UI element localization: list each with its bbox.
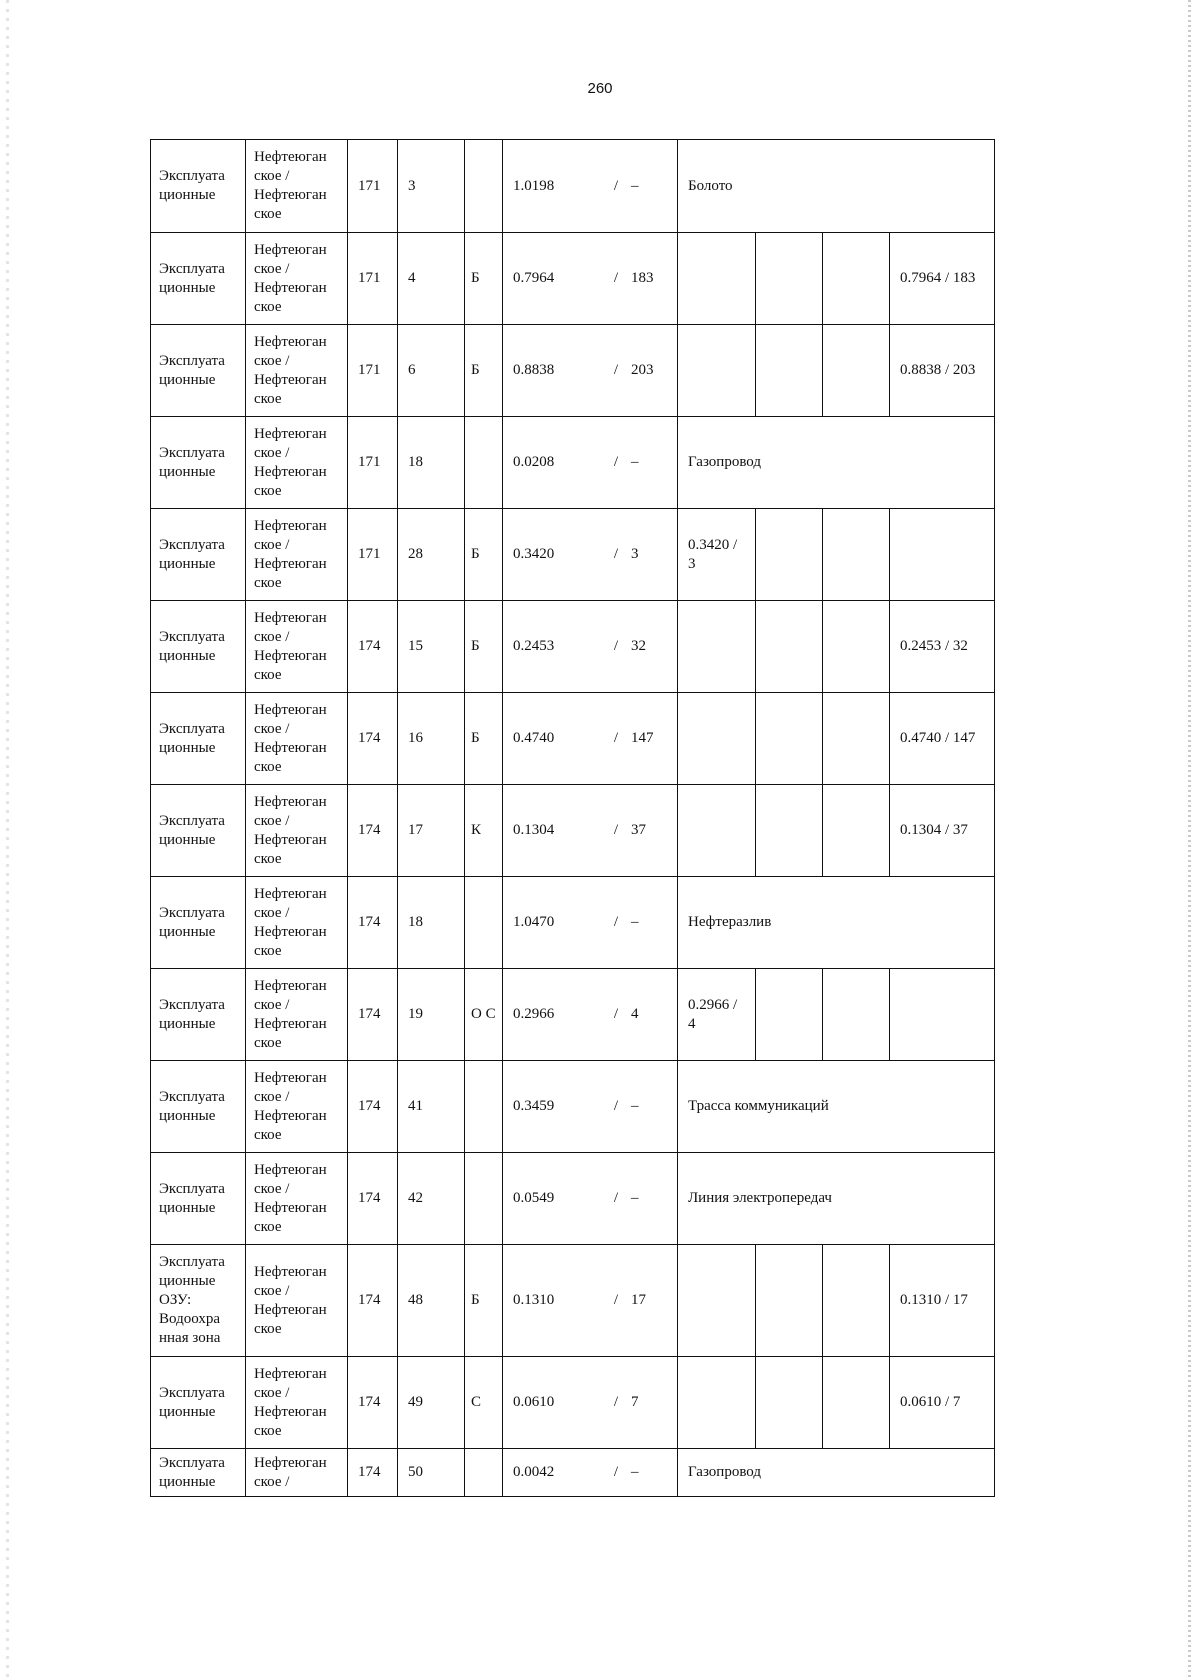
slash-separator: / — [613, 730, 619, 746]
note-cell: Болото — [678, 140, 995, 233]
area-value: 0.8838 — [513, 362, 555, 378]
table-row — [151, 509, 995, 601]
table-row — [151, 601, 995, 693]
table-row — [151, 877, 995, 969]
use-type-cell: Эксплуата ционные — [151, 233, 246, 325]
use-type-cell: Эксплуата ционные — [151, 1153, 246, 1245]
breakdown-cell: 0.4740 / 147 — [890, 693, 995, 785]
quarter-cell: 171 — [348, 140, 398, 233]
forestry-cell: Нефтеюган ское / Нефтеюган ское — [246, 325, 348, 417]
area-volume-cell — [503, 233, 678, 325]
volume-value: – — [631, 177, 639, 194]
slash-separator: / — [613, 1006, 619, 1022]
use-type-cell: Эксплуата ционные — [151, 601, 246, 693]
plot-cell: 3 — [398, 140, 465, 233]
scan-edge-right — [1188, 0, 1191, 1680]
area-value: 0.3459 — [513, 1098, 555, 1114]
volume-value: 37 — [631, 822, 646, 838]
forestry-cell: Нефтеюган ское / Нефтеюган ское — [246, 233, 348, 325]
volume-value: 7 — [631, 1394, 639, 1410]
category-cell — [465, 1061, 503, 1153]
area-volume-cell — [503, 1153, 678, 1245]
slash-separator: / — [613, 1394, 619, 1410]
breakdown-cell — [756, 969, 823, 1061]
area-value: 0.3420 — [513, 546, 555, 562]
forestry-cell: Нефтеюган ское / Нефтеюган ское — [246, 1061, 348, 1153]
breakdown-cell — [823, 509, 890, 601]
volume-value: – — [631, 1098, 639, 1114]
quarter-cell: 174 — [348, 693, 398, 785]
breakdown-cell — [890, 969, 995, 1061]
area-value: 0.4740 — [513, 730, 555, 746]
breakdown-cell — [678, 1245, 756, 1357]
area-value: 0.7964 — [513, 270, 555, 286]
quarter-cell: 171 — [348, 233, 398, 325]
breakdown-cell — [823, 601, 890, 693]
table-row — [151, 693, 995, 785]
forestry-cell: Нефтеюган ское / Нефтеюган ское — [246, 417, 348, 509]
volume-value: 3 — [631, 546, 639, 562]
use-type-cell: Эксплуата ционные — [151, 969, 246, 1061]
area-value: 0.2966 — [513, 1006, 555, 1022]
forest-plots-table — [150, 139, 995, 1497]
volume-value: 183 — [631, 270, 654, 286]
use-type-cell: Эксплуата ционные — [151, 325, 246, 417]
plot-cell: 16 — [398, 693, 465, 785]
plot-cell: 49 — [398, 1357, 465, 1449]
slash-separator: / — [613, 362, 619, 378]
forestry-cell: Нефтеюган ское / — [246, 1449, 348, 1497]
forestry-cell: Нефтеюган ское / Нефтеюган ское — [246, 1245, 348, 1357]
category-cell: Б — [465, 1245, 503, 1357]
use-type-cell: Эксплуата ционные — [151, 140, 246, 233]
table-row — [151, 417, 995, 509]
category-cell: Б — [465, 693, 503, 785]
breakdown-cell — [756, 785, 823, 877]
plot-cell: 42 — [398, 1153, 465, 1245]
slash-separator: / — [613, 1098, 619, 1114]
area-value: 0.0610 — [513, 1394, 555, 1410]
forestry-cell: Нефтеюган ское / Нефтеюган ское — [246, 785, 348, 877]
category-cell — [465, 877, 503, 969]
plot-cell: 18 — [398, 417, 465, 509]
breakdown-cell: 0.7964 / 183 — [890, 233, 995, 325]
area-volume-cell — [503, 601, 678, 693]
table-row — [151, 233, 995, 325]
category-cell — [465, 140, 503, 233]
plot-cell: 41 — [398, 1061, 465, 1153]
quarter-cell: 174 — [348, 1449, 398, 1497]
volume-value: – — [631, 454, 639, 470]
use-type-cell: Эксплуата ционные — [151, 877, 246, 969]
forestry-cell: Нефтеюган ское / Нефтеюган ское — [246, 969, 348, 1061]
note-cell: Нефтеразлив — [678, 877, 995, 969]
breakdown-cell — [756, 1357, 823, 1449]
category-cell: Б — [465, 601, 503, 693]
quarter-cell: 171 — [348, 417, 398, 509]
category-cell: О С — [465, 969, 503, 1061]
slash-separator: / — [613, 270, 619, 286]
forestry-cell: Нефтеюган ское / Нефтеюган ское — [246, 877, 348, 969]
breakdown-cell: 0.2966 / 4 — [678, 969, 756, 1061]
area-volume-cell — [503, 140, 678, 233]
forestry-cell: Нефтеюган ское / Нефтеюган ское — [246, 693, 348, 785]
breakdown-cell — [756, 325, 823, 417]
area-value: 0.1310 — [513, 1292, 555, 1308]
category-cell: Б — [465, 325, 503, 417]
quarter-cell: 171 — [348, 509, 398, 601]
breakdown-cell — [756, 233, 823, 325]
table-row — [151, 1245, 995, 1357]
slash-separator: / — [613, 454, 619, 470]
volume-value: – — [631, 1190, 639, 1206]
slash-separator: / — [613, 1464, 619, 1480]
note-cell: Линия электропередач — [678, 1153, 995, 1245]
table-row — [151, 785, 995, 877]
table-row — [151, 1357, 995, 1449]
category-cell — [465, 417, 503, 509]
breakdown-cell: 0.2453 / 32 — [890, 601, 995, 693]
plot-cell: 28 — [398, 509, 465, 601]
quarter-cell: 174 — [348, 969, 398, 1061]
use-type-cell: Эксплуата ционные — [151, 1449, 246, 1497]
breakdown-cell — [823, 693, 890, 785]
slash-separator: / — [613, 546, 619, 562]
breakdown-cell — [823, 325, 890, 417]
category-cell: К — [465, 785, 503, 877]
breakdown-cell — [756, 1245, 823, 1357]
quarter-cell: 174 — [348, 1357, 398, 1449]
area-value: 0.0549 — [513, 1190, 555, 1206]
scan-edge-left — [6, 0, 9, 1680]
category-cell: С — [465, 1357, 503, 1449]
plot-cell: 17 — [398, 785, 465, 877]
plot-cell: 19 — [398, 969, 465, 1061]
area-volume-cell — [503, 1449, 678, 1497]
area-volume-cell — [503, 877, 678, 969]
plot-cell: 48 — [398, 1245, 465, 1357]
breakdown-cell — [823, 785, 890, 877]
breakdown-cell: 0.1304 / 37 — [890, 785, 995, 877]
note-cell: Трасса коммуникаций — [678, 1061, 995, 1153]
quarter-cell: 171 — [348, 325, 398, 417]
forestry-cell: Нефтеюган ское / Нефтеюган ское — [246, 509, 348, 601]
category-cell — [465, 1153, 503, 1245]
breakdown-cell — [756, 693, 823, 785]
plot-cell: 15 — [398, 601, 465, 693]
slash-separator: / — [613, 1292, 619, 1308]
forestry-cell: Нефтеюган ское / Нефтеюган ское — [246, 601, 348, 693]
volume-value: 17 — [631, 1292, 646, 1308]
slash-separator: / — [613, 914, 619, 930]
breakdown-cell — [678, 233, 756, 325]
slash-separator: / — [613, 638, 619, 654]
plot-cell: 18 — [398, 877, 465, 969]
breakdown-cell — [890, 509, 995, 601]
use-type-cell: Эксплуата ционные — [151, 509, 246, 601]
breakdown-cell: 0.8838 / 203 — [890, 325, 995, 417]
use-type-cell: Эксплуата ционные — [151, 417, 246, 509]
breakdown-cell — [823, 1245, 890, 1357]
quarter-cell: 174 — [348, 877, 398, 969]
area-volume-cell — [503, 325, 678, 417]
plot-cell: 4 — [398, 233, 465, 325]
area-volume-cell — [503, 1357, 678, 1449]
use-type-cell: Эксплуата ционные — [151, 785, 246, 877]
quarter-cell: 174 — [348, 1061, 398, 1153]
area-volume-cell — [503, 417, 678, 509]
area-value: 0.2453 — [513, 638, 555, 654]
volume-value: – — [631, 1464, 639, 1480]
table-row — [151, 1449, 995, 1497]
slash-separator: / — [613, 1190, 619, 1206]
area-value: 1.0198 — [513, 177, 555, 194]
category-cell: Б — [465, 233, 503, 325]
breakdown-cell — [678, 785, 756, 877]
forestry-cell: Нефтеюган ское / Нефтеюган ское — [246, 1357, 348, 1449]
slash-separator: / — [613, 822, 619, 838]
breakdown-cell — [756, 509, 823, 601]
quarter-cell: 174 — [348, 1153, 398, 1245]
forestry-cell: Нефтеюган ское / Нефтеюган ское — [246, 140, 348, 233]
note-cell: Газопровод — [678, 1449, 995, 1497]
plot-cell: 50 — [398, 1449, 465, 1497]
forestry-cell: Нефтеюган ское / Нефтеюган ское — [246, 1153, 348, 1245]
area-value: 0.1304 — [513, 822, 555, 838]
volume-value: – — [631, 914, 639, 930]
use-type-cell: Эксплуата ционные — [151, 1061, 246, 1153]
area-volume-cell — [503, 1245, 678, 1357]
table-row — [151, 325, 995, 417]
use-type-cell: Эксплуата ционные ОЗУ: Водоохра нная зона — [151, 1245, 246, 1357]
table-row — [151, 969, 995, 1061]
volume-value: 147 — [631, 730, 654, 746]
volume-value: 4 — [631, 1006, 639, 1022]
area-value: 1.0470 — [513, 914, 555, 930]
breakdown-cell — [678, 693, 756, 785]
breakdown-cell — [823, 233, 890, 325]
slash-separator: / — [613, 177, 619, 194]
breakdown-cell — [678, 1357, 756, 1449]
area-volume-cell — [503, 785, 678, 877]
use-type-cell: Эксплуата ционные — [151, 1357, 246, 1449]
area-volume-cell — [503, 1061, 678, 1153]
quarter-cell: 174 — [348, 785, 398, 877]
breakdown-cell: 0.0610 / 7 — [890, 1357, 995, 1449]
table-row — [151, 1061, 995, 1153]
volume-value: 32 — [631, 638, 646, 654]
quarter-cell: 174 — [348, 1245, 398, 1357]
breakdown-cell — [678, 601, 756, 693]
volume-value: 203 — [631, 362, 654, 378]
breakdown-cell — [823, 969, 890, 1061]
quarter-cell: 174 — [348, 601, 398, 693]
breakdown-cell — [756, 601, 823, 693]
area-value: 0.0042 — [513, 1464, 555, 1480]
plot-cell: 6 — [398, 325, 465, 417]
use-type-cell: Эксплуата ционные — [151, 693, 246, 785]
table-row — [151, 1153, 995, 1245]
breakdown-cell: 0.1310 / 17 — [890, 1245, 995, 1357]
category-cell — [465, 1449, 503, 1497]
breakdown-cell — [678, 325, 756, 417]
note-cell: Газопровод — [678, 417, 995, 509]
area-value: 0.0208 — [513, 454, 555, 470]
area-volume-cell — [503, 693, 678, 785]
breakdown-cell — [823, 1357, 890, 1449]
breakdown-cell: 0.3420 / 3 — [678, 509, 756, 601]
table-row — [151, 140, 995, 233]
page-number: 260 — [587, 80, 613, 97]
area-volume-cell — [503, 969, 678, 1061]
area-volume-cell — [503, 509, 678, 601]
category-cell: Б — [465, 509, 503, 601]
